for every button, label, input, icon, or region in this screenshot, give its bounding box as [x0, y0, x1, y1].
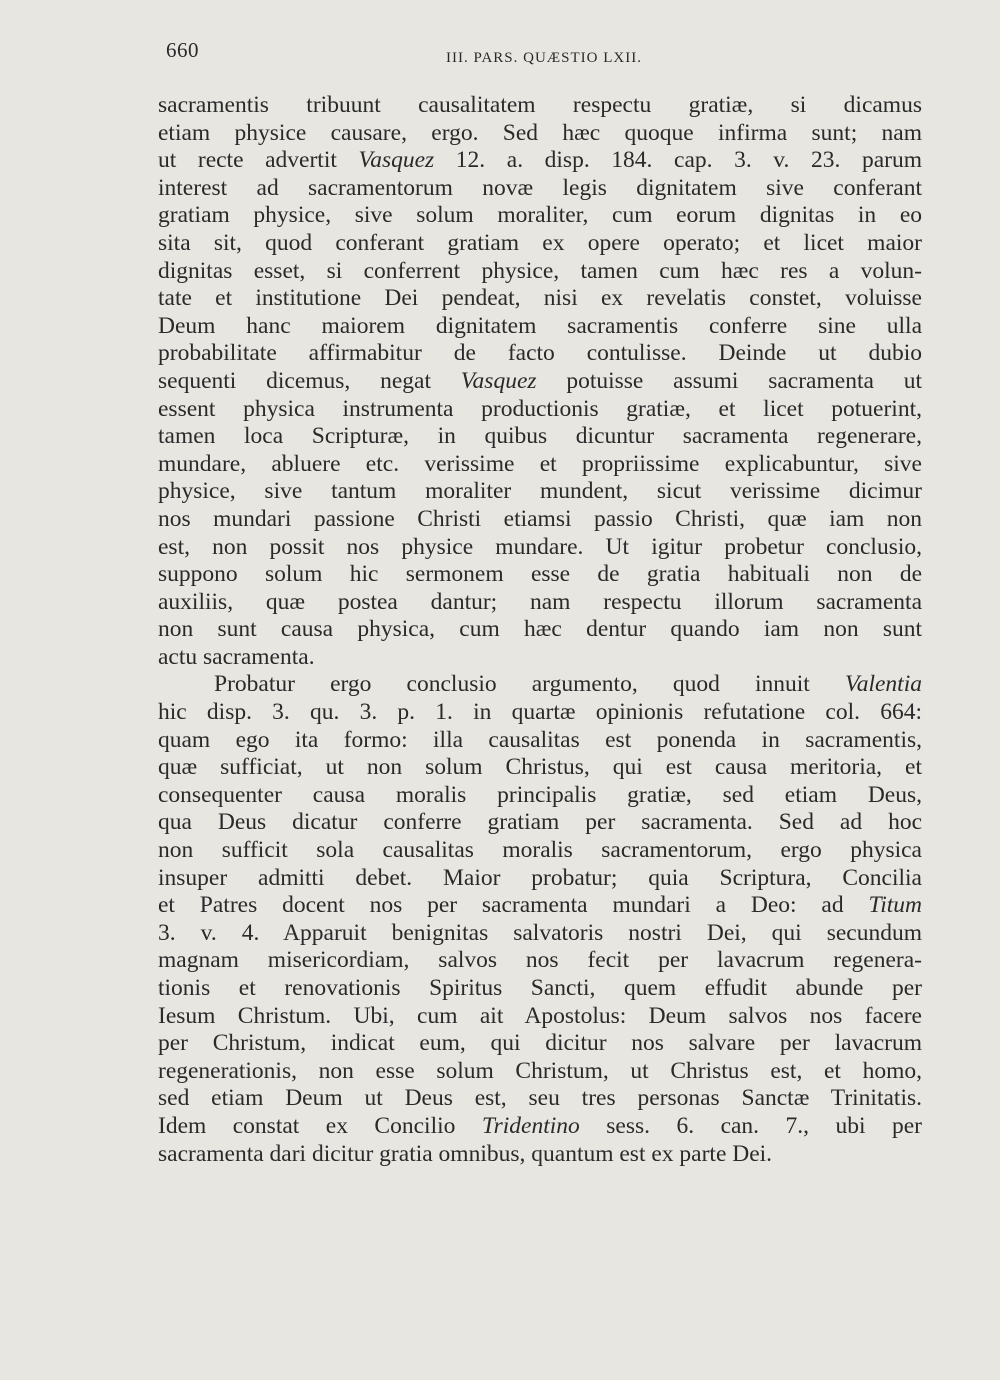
text-segment: etiam physice causare, ergo. Sed hæc quoque infirma sunt; nam	[158, 119, 922, 146]
italic-name: Tridentino	[481, 1112, 580, 1139]
text-line	[158, 396, 922, 424]
text-line	[158, 285, 922, 313]
text-line	[158, 782, 922, 810]
text-segment: 12. a. disp. 184. cap. 3. v. 23. parum	[434, 147, 922, 174]
text-segment: sequenti dicemus, negat	[158, 367, 461, 394]
text-segment: mundare, abluere etc. verissime et propriissime explicabuntur, sive	[158, 450, 922, 477]
text-line	[158, 975, 922, 1003]
text-line	[158, 478, 922, 506]
text-segment: auxiliis, quæ postea dantur; nam respectu illorum sacramenta	[158, 588, 922, 615]
text-line	[158, 1058, 922, 1086]
text-segment: suppono solum hic sermonem esse de gratia habituali non de	[158, 561, 922, 588]
page-number: 660	[166, 38, 199, 62]
text-line	[158, 1030, 922, 1058]
text-line	[158, 1085, 922, 1113]
text-segment: 3. v. 4. Apparuit benignitas salvatoris nostri Dei, qui secundum	[158, 919, 922, 946]
body-text	[158, 92, 922, 1168]
text-line	[158, 947, 922, 975]
text-segment: per Christum, indicat eum, qui dicitur nos salvare per lavacrum	[158, 1030, 922, 1057]
text-line	[158, 809, 922, 837]
text-line	[158, 865, 922, 893]
text-line	[158, 340, 922, 368]
text-line	[158, 175, 922, 203]
text-segment: magnam misericordiam, salvos nos fecit per lavacrum regenera-	[158, 947, 922, 974]
text-segment: sacramentis tribuunt causalitatem respectu gratiæ, si dicamus	[158, 92, 922, 118]
text-segment: sita sit, quod conferant gratiam ex opere operato; et licet maior	[158, 229, 922, 256]
text-line	[158, 423, 922, 451]
text-line	[158, 754, 922, 782]
italic-name: Vasquez	[460, 367, 537, 394]
text-line	[158, 616, 922, 644]
text-line	[158, 506, 922, 534]
running-head: III. PARS. QUÆSTIO LXII.	[446, 50, 642, 66]
text-segment: Deum hanc maiorem dignitatem sacramentis conferre sine ulla	[158, 312, 922, 339]
text-segment: probabilitate affirmabitur de facto contulisse. Deinde ut dubio	[158, 340, 922, 367]
text-line	[158, 1141, 922, 1169]
text-segment: Iesum Christum. Ubi, cum ait Apostolus: Deum salvos nos facere	[158, 1002, 922, 1029]
text-segment: gratiam physice, sive solum moraliter, cum eorum dignitas in eo	[158, 202, 922, 229]
text-segment: tamen loca Scripturæ, in quibus dicuntur sacramenta regenerare,	[158, 423, 922, 450]
text-segment: et Patres docent nos per sacramenta mundari a Deo: ad	[158, 892, 869, 919]
text-line	[158, 147, 922, 175]
text-line	[158, 589, 922, 617]
text-line	[158, 92, 922, 120]
text-segment: est, non possit nos physice mundare. Ut igitur probetur conclusio,	[158, 533, 922, 560]
text-line	[158, 534, 922, 562]
text-line	[158, 920, 922, 948]
text-segment: nos mundari passione Christi etiamsi passio Christi, quæ iam non	[158, 505, 922, 532]
text-segment: potuisse assumi sacramenta ut	[536, 367, 922, 394]
text-segment: physice, sive tantum moraliter mundent, sicut verissime dicimur	[158, 478, 922, 505]
text-segment: ut recte advertit	[158, 147, 359, 174]
text-line	[158, 230, 922, 258]
text-segment: hic disp. 3. qu. 3. p. 1. in quartæ opinionis refutatione col. 664:	[158, 699, 922, 726]
text-segment: tate et institutione Dei pendeat, nisi ex revelatis constet, voluisse	[158, 285, 922, 312]
text-line	[158, 1003, 922, 1031]
text-segment: insuper admitti debet. Maior probatur; quia Scriptura, Concilia	[158, 864, 922, 891]
text-line	[158, 671, 922, 699]
text-segment: non sufficit sola causalitas moralis sacramentorum, ergo physica	[158, 837, 922, 864]
italic-name: Titum	[868, 892, 922, 919]
text-line	[158, 258, 922, 286]
text-line	[158, 727, 922, 755]
text-line	[158, 451, 922, 479]
text-segment: Idem constat ex Concilio	[158, 1112, 482, 1139]
text-segment: regenerationis, non esse solum Christum, ut Christus est, et homo,	[158, 1057, 922, 1084]
text-segment: quam ego ita formo: illa causalitas est ponenda in sacramentis,	[158, 726, 922, 753]
text-line	[158, 120, 922, 148]
text-segment: Probatur ergo conclusio argumento, quod innuit	[214, 671, 845, 698]
text-line	[158, 561, 922, 589]
italic-name: Vasquez	[358, 147, 435, 174]
italic-name: Valentia	[844, 671, 922, 698]
text-line	[158, 313, 922, 341]
text-segment: sess. 6. can. 7., ubi per	[579, 1112, 922, 1139]
text-segment: dignitas esset, si conferrent physice, tamen cum hæc res a volun-	[158, 257, 922, 284]
text-segment: tionis et renovationis Spiritus Sancti, quem effudit abunde per	[158, 975, 922, 1001]
text-line	[158, 368, 922, 396]
text-segment: quæ sufficiat, ut non solum Christus, qui est causa meritoria, et	[158, 754, 922, 781]
text-line	[158, 1113, 922, 1141]
text-line	[158, 837, 922, 865]
text-segment: non sunt causa physica, cum hæc dentur quando iam non sunt	[158, 616, 922, 643]
text-segment: actu sacramenta.	[158, 643, 315, 670]
text-line	[158, 202, 922, 230]
text-segment: sed etiam Deum ut Deus est, seu tres personas Sanctæ Trinitatis.	[158, 1085, 922, 1112]
text-line	[158, 699, 922, 727]
text-segment: consequenter causa moralis principalis gratiæ, sed etiam Deus,	[158, 781, 922, 808]
text-segment: interest ad sacramentorum novæ legis dignitatem sive conferant	[158, 174, 922, 201]
page-header	[166, 38, 922, 68]
text-line	[158, 892, 922, 920]
text-segment: qua Deus dicatur conferre gratiam per sacramenta. Sed ad hoc	[158, 809, 922, 836]
text-segment: sacramenta dari dicitur gratia omnibus, quantum est ex parte Dei.	[158, 1140, 773, 1167]
text-line	[158, 644, 922, 672]
text-segment: essent physica instrumenta productionis gratiæ, et licet potuerint,	[158, 395, 922, 422]
